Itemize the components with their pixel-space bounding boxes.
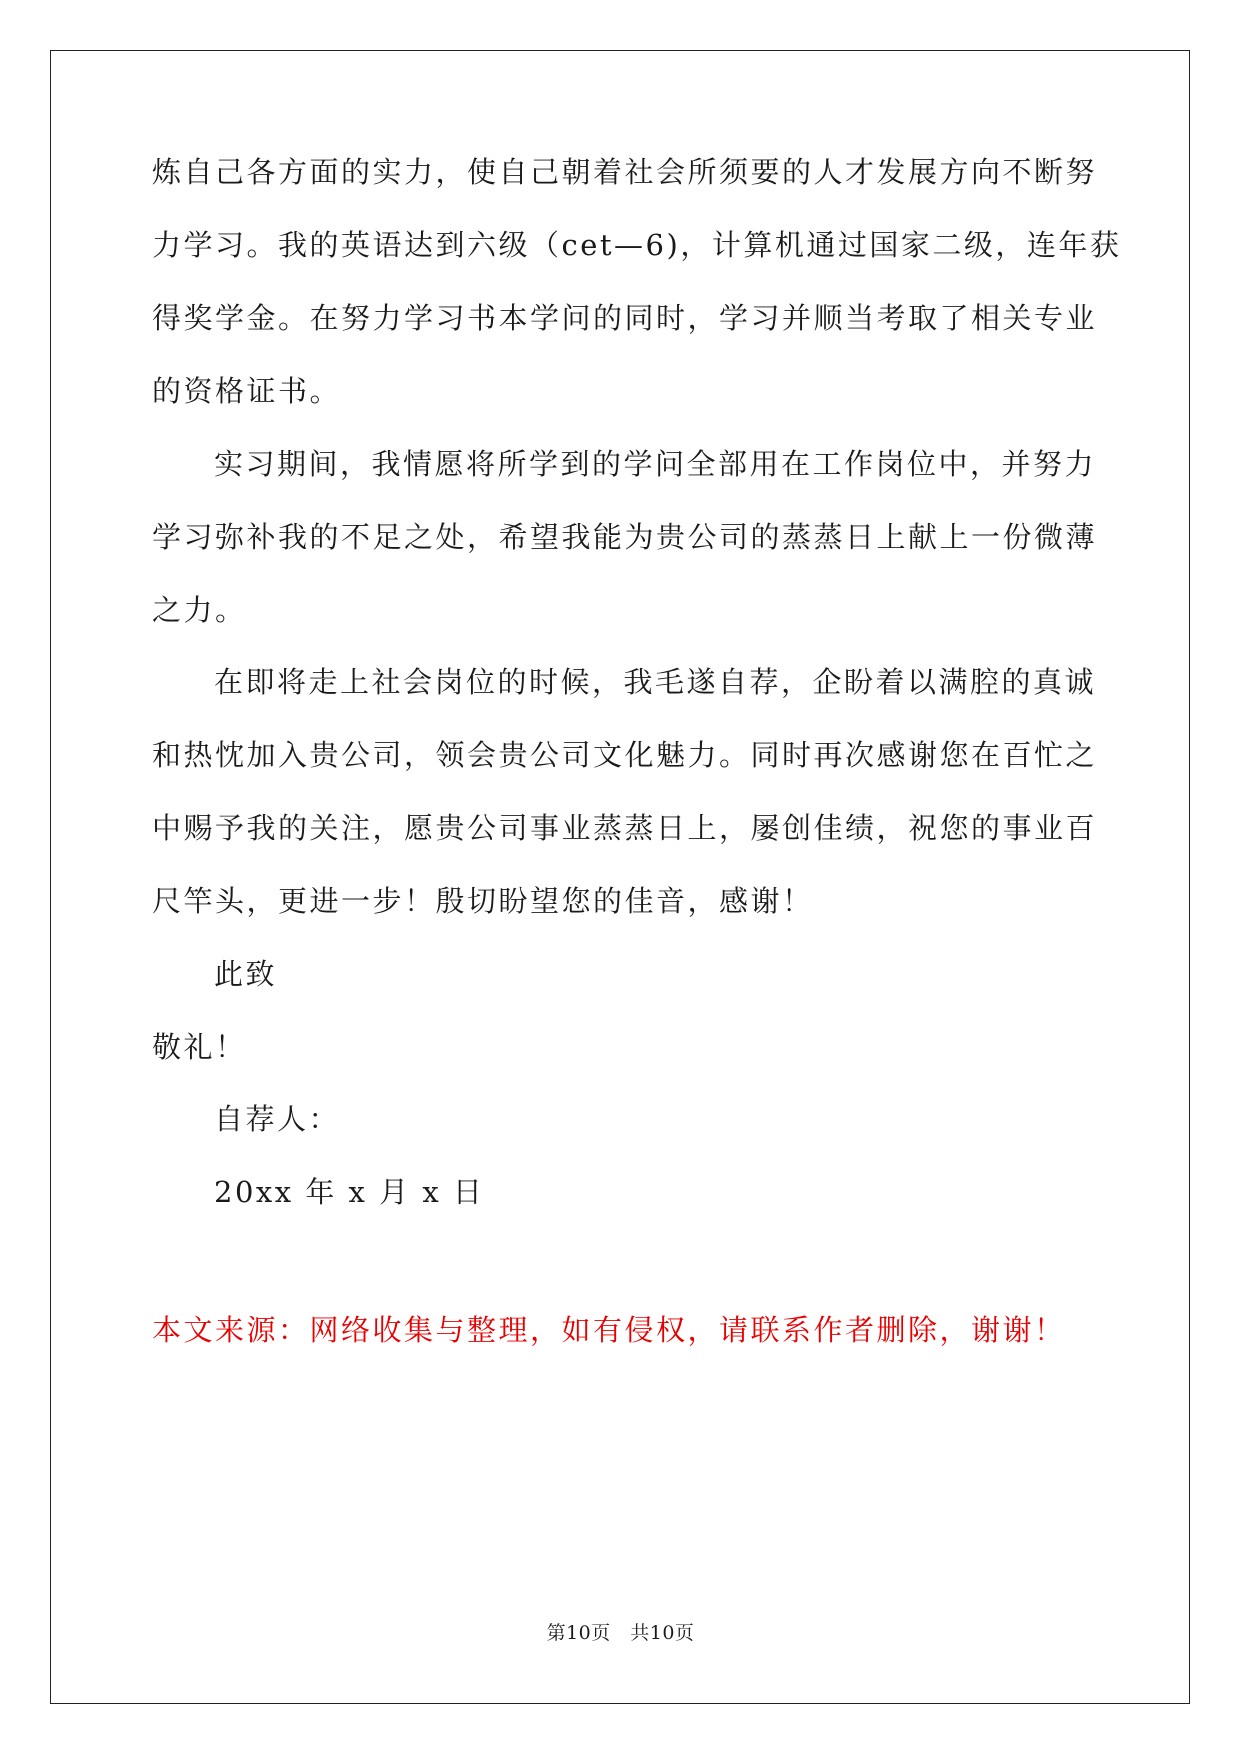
paragraph-2-line-3: 之力。: [152, 593, 247, 627]
paragraph-1-line-2: 力学习。我的英语达到六级（cet—6)，计算机通过国家二级，连年获: [152, 228, 1122, 262]
signer-label: 自荐人：: [214, 1102, 341, 1136]
page-footer: 第10页 共10页: [546, 1622, 695, 1644]
paragraph-2-line-2: 学习弥补我的不足之处，希望我能为贵公司的蒸蒸日上献上一份微薄: [152, 520, 1098, 554]
paragraph-3-line-3: 中赐予我的关注，愿贵公司事业蒸蒸日上，屡创佳绩，祝您的事业百: [152, 811, 1098, 845]
paragraph-1-line-3: 得奖学金。在努力学习书本学问的同时，学习并顺当考取了相关专业: [152, 301, 1098, 335]
source-disclaimer: 本文来源：网络收集与整理，如有侵权，请联系作者删除，谢谢！: [152, 1313, 1066, 1347]
date-text: 20xx 年 x 月 x 日: [214, 1175, 485, 1209]
paragraph-1-line-1: 炼自己各方面的实力，使自己朝着社会所须要的人才发展方向不断努: [152, 155, 1098, 189]
paragraph-3-line-1: 在即将走上社会岗位的时候，我毛遂自荐，企盼着以满腔的真诚: [214, 665, 1097, 699]
salute-text: 敬礼！: [152, 1030, 247, 1064]
paragraph-2-line-1: 实习期间，我情愿将所学到的学问全部用在工作岗位中，并努力: [214, 447, 1097, 481]
paragraph-1-line-4: 的资格证书。: [152, 374, 342, 408]
paragraph-3-line-2: 和热忱加入贵公司，领会贵公司文化魅力。同时再次感谢您在百忙之: [152, 738, 1098, 772]
paragraph-3-line-4: 尺竿头，更进一步！殷切盼望您的佳音，感谢！: [152, 884, 814, 918]
closing-text: 此致: [214, 957, 278, 991]
